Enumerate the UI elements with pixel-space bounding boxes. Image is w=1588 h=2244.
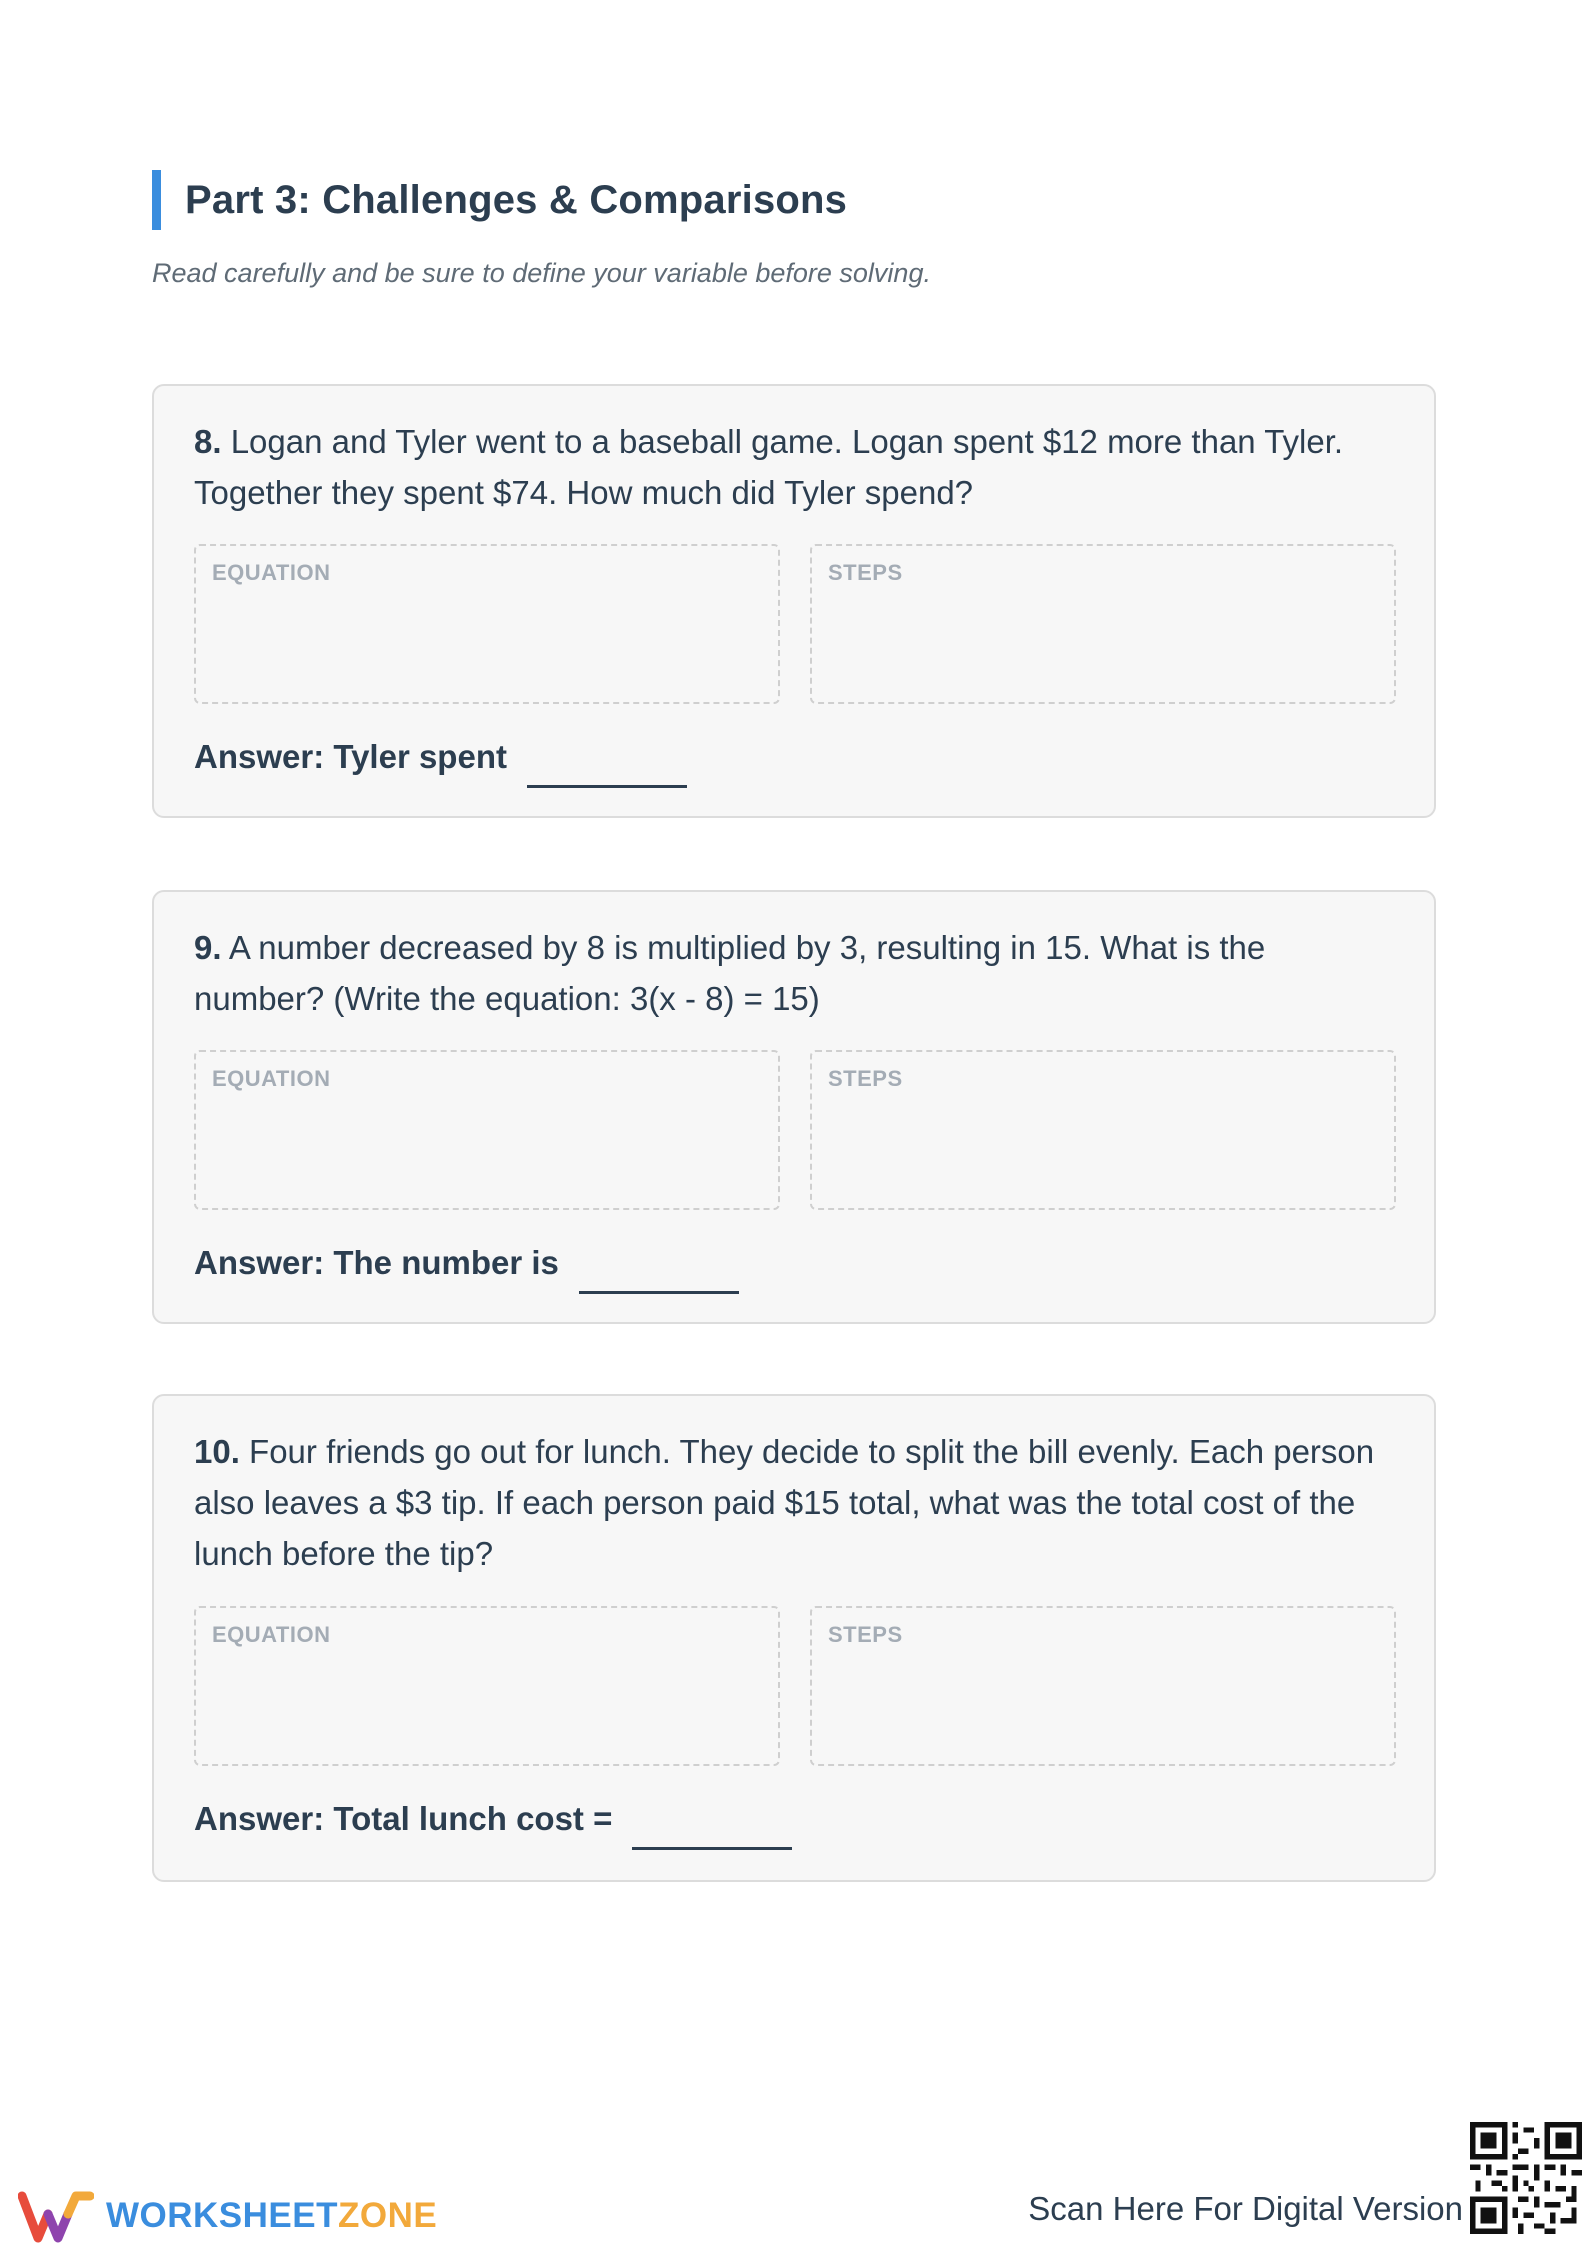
brand-name [106,2196,437,2236]
problem-card-10 [152,1394,1436,1882]
brand-logo [18,2188,437,2244]
question-text [194,1426,1394,1579]
problem-card-8 [152,384,1436,818]
equation-label: EQUATION [212,560,331,585]
answer-blank[interactable] [579,1291,739,1294]
brand-name-part2: ZONE [338,2196,438,2235]
section-subtitle: Read carefully and be sure to define your variable before solving. [152,258,931,288]
steps-label: STEPS [828,1066,903,1091]
equation-box[interactable] [194,1050,780,1210]
steps-box[interactable] [810,544,1396,704]
question-number: 9. [194,929,222,966]
section-header [152,170,847,230]
answer-label: Answer: The number is [194,1244,559,1281]
equation-label: EQUATION [212,1066,331,1091]
answer-blank[interactable] [632,1847,792,1850]
answer-blank[interactable] [527,785,687,788]
question-body: Four friends go out for lunch. They decide to split the bill evenly. Each person also leaves a $3 tip. If each person paid $15 total, what was the total cost of the lunch before the tip? [194,1433,1375,1572]
answer-row [194,1800,792,1838]
steps-label: STEPS [828,560,903,585]
answer-row [194,738,687,776]
qr-code-icon[interactable] [1470,2122,1582,2234]
equation-box[interactable] [194,1606,780,1766]
equation-label: EQUATION [212,1622,331,1647]
section-title: Part 3: Challenges & Comparisons [185,177,848,222]
problem-card-9 [152,890,1436,1324]
scan-instruction: Scan Here For Digital Version [1028,2190,1463,2227]
steps-box[interactable] [810,1050,1396,1210]
equation-box[interactable] [194,544,780,704]
question-body: Logan and Tyler went to a baseball game. Logan spent $12 more than Tyler. Together they spent $74. How much did Tyler spend? [194,423,1344,511]
question-body: A number decreased by 8 is multiplied by 3, resulting in 15. What is the number? (Write the equation: 3(x - 8) = 15) [194,929,1266,1017]
question-text [194,922,1394,1024]
answer-label: Answer: Tyler spent [194,738,507,775]
steps-label: STEPS [828,1622,903,1647]
answer-row [194,1244,739,1282]
question-text [194,416,1394,518]
question-number: 8. [194,423,222,460]
question-number: 10. [194,1433,240,1470]
brand-name-part1: WORKSHEET [106,2196,338,2235]
answer-label: Answer: Total lunch cost = [194,1800,613,1837]
steps-box[interactable] [810,1606,1396,1766]
logo-w-icon [18,2188,94,2244]
